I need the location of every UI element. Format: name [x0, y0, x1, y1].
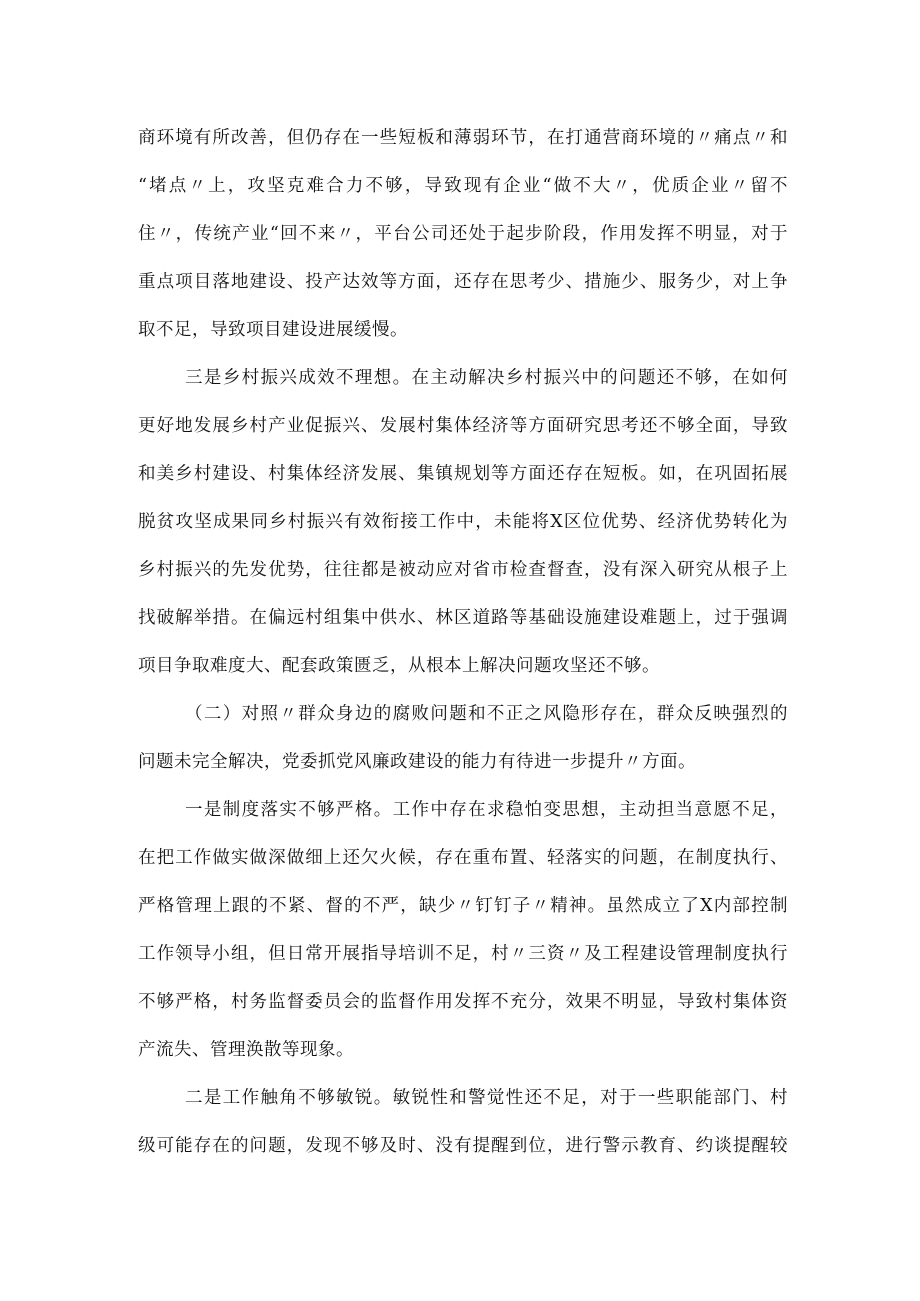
- text-line: “堵点〃上，攻坚克难合力不够，导致现有企业“做不大〃，优质企业〃留不: [138, 176, 788, 196]
- text-line: 更好地发展乡村产业促振兴、发展村集体经济等方面研究思考还不够全面，导致: [138, 416, 788, 436]
- text-line: 重点项目落地建设、投产达效等方面，还存在思考少、措施少、服务少，对上争: [138, 272, 788, 292]
- text-line: 住〃，传统产业“回不来〃，平台公司还处于起步阶段，作用发挥不明显，对于: [138, 224, 788, 244]
- paragraph-heading-line: 三是乡村振兴成效不理想。在主动解决乡村振兴中的问题还不够，在如何: [185, 368, 788, 388]
- text-line: 在把工作做实做深做细上还欠火候，存在重布置、轻落实的问题，在制度执行、: [138, 848, 788, 868]
- section-heading-line: （二）对照〃群众身边的腐败问题和不正之风隐形存在，群众反映强烈的: [185, 704, 788, 724]
- text-line: 脱贫攻坚成果同乡村振兴有效衔接工作中，未能将X区位优势、经济优势转化为: [138, 512, 788, 532]
- text-line: 严格管理上跟的不紧、督的不严，缺少〃钉钉子〃精神。虽然成立了X内部控制: [138, 896, 788, 916]
- text-line: 产流失、管理涣散等现象。: [138, 1040, 354, 1060]
- text-line: 取不足，导致项目建设进展缓慢。: [138, 320, 408, 340]
- text-line: 商环境有所改善，但仍存在一些短板和薄弱环节，在打通营商环境的〃痛点〃和: [138, 128, 788, 148]
- text-line: 不够严格，村务监督委员会的监督作用发挥不充分，效果不明显，导致村集体资: [138, 992, 788, 1012]
- text-line: 和美乡村建设、村集体经济发展、集镇规划等方面还存在短板。如，在巩固拓展: [138, 464, 788, 484]
- paragraph-heading-line: 二是工作触角不够敏锐。敏锐性和警觉性还不足，对于一些职能部门、村: [185, 1088, 788, 1108]
- section-heading-line: 问题未完全解决，党委抓党风廉政建设的能力有待进一步提升〃方面。: [138, 752, 696, 772]
- text-line: 工作领导小组，但日常开展指导培训不足，村〃三资〃及工程建设管理制度执行: [138, 944, 788, 964]
- paragraph-heading-line: 一是制度落实不够严格。工作中存在求稳怕变思想，主动担当意愿不足，: [185, 800, 788, 820]
- text-line: 项目争取难度大、配套政策匮乏，从根本上解决问题攻坚还不够。: [138, 656, 660, 676]
- text-line: 找破解举措。在偏远村组集中供水、林区道路等基础设施建设难题上，过于强调: [138, 608, 788, 628]
- text-line: 乡村振兴的先发优势，往往都是被动应对省市检查督查，没有深入研究从根子上: [138, 560, 788, 580]
- text-line: 级可能存在的问题，发现不够及时、没有提醒到位，进行警示教育、约谈提醒较: [138, 1136, 788, 1156]
